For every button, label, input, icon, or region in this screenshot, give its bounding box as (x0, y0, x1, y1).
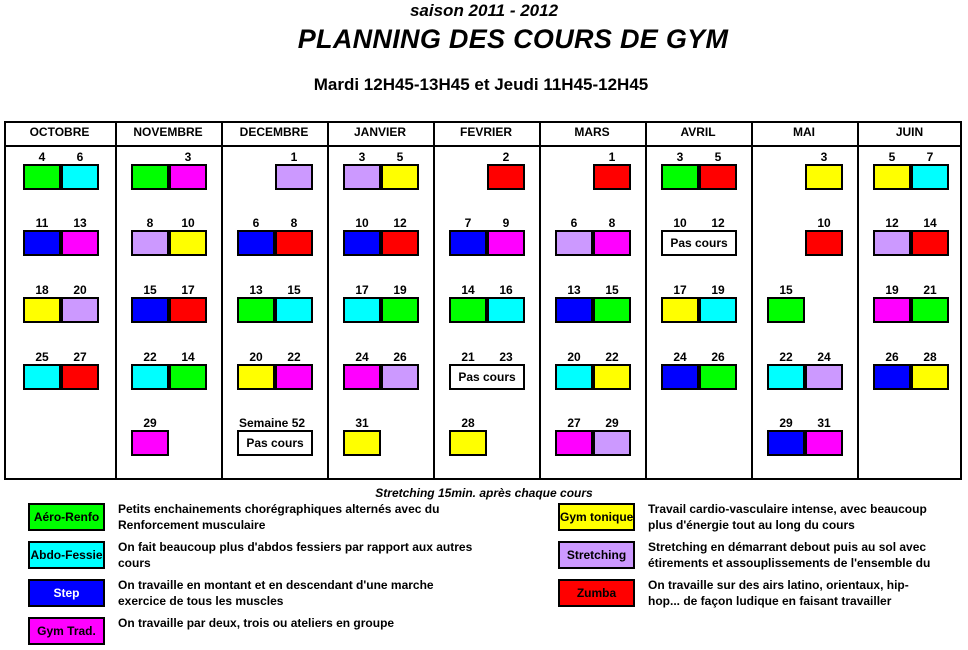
course-cell-stretching (131, 230, 169, 256)
course-cell-gymtrad (555, 430, 593, 456)
day-number: 29 (143, 416, 157, 430)
course-cell-abdo (767, 364, 805, 390)
course-cell-zumba (593, 164, 631, 190)
course-cell-abdo (487, 297, 525, 323)
course-cell-stretching (555, 230, 593, 256)
day-number: 31 (817, 416, 831, 430)
month-divider (115, 121, 117, 480)
month-divider (645, 121, 647, 480)
day-number: 23 (499, 350, 513, 364)
day-number: 13 (567, 283, 581, 297)
course-cell-aero (381, 297, 419, 323)
legend-swatch-zumba: Zumba (558, 579, 635, 607)
day-number: 1 (290, 150, 298, 164)
day-number: 17 (355, 283, 369, 297)
stretching-note: Stretching 15min. après chaque cours (375, 486, 593, 500)
course-cell-aero (169, 364, 207, 390)
month-header-mai: MAI (793, 125, 815, 139)
course-cell-gymtonique (911, 364, 949, 390)
course-cell-abdo (699, 297, 737, 323)
day-number: 29 (605, 416, 619, 430)
no-class-box: Pas cours (237, 430, 313, 456)
day-number: 22 (287, 350, 301, 364)
day-number: 31 (355, 416, 369, 430)
day-number: 17 (181, 283, 195, 297)
week-label: Semaine 52 (239, 416, 306, 430)
day-number: 16 (499, 283, 513, 297)
day-number: 6 (76, 150, 84, 164)
day-number: 28 (923, 350, 937, 364)
day-number: 11 (35, 216, 49, 230)
legend-swatch-abdo: Abdo-Fessie (28, 541, 105, 569)
course-cell-step (661, 364, 699, 390)
day-number: 26 (711, 350, 725, 364)
day-number: 22 (143, 350, 157, 364)
legend-description: hop... de façon ludique en faisant travailler (648, 594, 892, 608)
course-cell-abdo (23, 364, 61, 390)
course-cell-gymtonique (449, 430, 487, 456)
course-cell-aero (911, 297, 949, 323)
day-number: 5 (396, 150, 404, 164)
day-number: 12 (885, 216, 899, 230)
course-cell-aero (661, 164, 699, 190)
day-number: 10 (673, 216, 687, 230)
course-cell-gymtonique (593, 364, 631, 390)
day-number: 2 (502, 150, 510, 164)
day-number: 18 (35, 283, 49, 297)
day-number: 14 (461, 283, 475, 297)
day-number: 8 (146, 216, 154, 230)
course-cell-gymtonique (343, 430, 381, 456)
page-title: PLANNING DES COURS DE GYM (297, 24, 729, 54)
day-number: 20 (567, 350, 581, 364)
course-cell-gymtonique (23, 297, 61, 323)
day-number: 15 (287, 283, 301, 297)
day-number: 3 (820, 150, 828, 164)
day-number: 12 (393, 216, 407, 230)
legend-swatch-aero: Aéro-Renfo (28, 503, 105, 531)
course-cell-abdo (343, 297, 381, 323)
day-number: 21 (461, 350, 475, 364)
day-number: 6 (570, 216, 578, 230)
day-number: 13 (249, 283, 263, 297)
course-cell-aero (237, 297, 275, 323)
course-cell-gymtrad (487, 230, 525, 256)
day-number: 28 (461, 416, 475, 430)
legend-description: On travaille par deux, trois ou ateliers en groupe (118, 616, 395, 630)
course-cell-gymtonique (873, 164, 911, 190)
day-number: 7 (926, 150, 934, 164)
course-cell-abdo (275, 297, 313, 323)
day-number: 19 (711, 283, 725, 297)
day-number: 22 (779, 350, 793, 364)
legend-description: On travaille sur des airs latino, orientaux, hip- (648, 578, 909, 592)
course-cell-aero (449, 297, 487, 323)
legend-description: On travaille en montant et en descendant d'une marche (118, 578, 434, 592)
course-cell-aero (767, 297, 805, 323)
month-header-mars: MARS (574, 125, 610, 139)
course-cell-zumba (487, 164, 525, 190)
course-cell-gymtrad (169, 164, 207, 190)
course-cell-zumba (805, 230, 843, 256)
course-cell-step (555, 297, 593, 323)
course-cell-zumba (911, 230, 949, 256)
legend-description: cours (118, 556, 151, 570)
day-number: 8 (608, 216, 616, 230)
day-number: 10 (181, 216, 195, 230)
day-number: 15 (143, 283, 157, 297)
day-number: 22 (605, 350, 619, 364)
month-header-fevrier: FEVRIER (459, 125, 512, 139)
month-divider (751, 121, 753, 480)
course-cell-abdo (911, 164, 949, 190)
course-cell-gymtonique (661, 297, 699, 323)
legend-description: exercice de tous les muscles (118, 594, 284, 608)
month-header-decembre: DECEMBRE (239, 125, 309, 139)
course-cell-zumba (275, 230, 313, 256)
course-cell-step (449, 230, 487, 256)
month-divider (327, 121, 329, 480)
course-cell-abdo (61, 164, 99, 190)
month-header-juin: JUIN (895, 125, 924, 139)
month-header-janvier: JANVIER (353, 125, 406, 139)
legend-description: Renforcement musculaire (118, 518, 266, 532)
header-divider (4, 145, 962, 147)
course-cell-stretching (873, 230, 911, 256)
course-cell-gymtonique (381, 164, 419, 190)
day-number: 1 (608, 150, 616, 164)
course-cell-zumba (61, 364, 99, 390)
day-number: 19 (393, 283, 407, 297)
month-divider (433, 121, 435, 480)
course-cell-gymtonique (237, 364, 275, 390)
day-number: 5 (714, 150, 722, 164)
course-cell-abdo (131, 364, 169, 390)
schedule-subtitle: Mardi 12H45-13H45 et Jeudi 11H45-12H45 (313, 75, 649, 94)
day-number: 14 (181, 350, 195, 364)
day-number: 15 (605, 283, 619, 297)
day-number: 3 (184, 150, 192, 164)
course-cell-gymtrad (343, 364, 381, 390)
legend-swatch-stretching: Stretching (558, 541, 635, 569)
day-number: 27 (73, 350, 87, 364)
course-cell-stretching (805, 364, 843, 390)
course-cell-aero (131, 164, 169, 190)
no-class-box: Pas cours (661, 230, 737, 256)
month-header-novembre: NOVEMBRE (133, 125, 203, 139)
day-number: 4 (38, 150, 46, 164)
course-cell-zumba (169, 297, 207, 323)
day-number: 6 (252, 216, 260, 230)
day-number: 13 (73, 216, 87, 230)
course-cell-stretching (381, 364, 419, 390)
day-number: 17 (673, 283, 687, 297)
course-cell-aero (593, 297, 631, 323)
day-number: 12 (711, 216, 725, 230)
course-cell-gymtonique (805, 164, 843, 190)
month-header-avril: AVRIL (680, 125, 716, 139)
no-class-box: Pas cours (449, 364, 525, 390)
course-cell-stretching (343, 164, 381, 190)
day-number: 3 (358, 150, 366, 164)
course-cell-abdo (555, 364, 593, 390)
course-cell-gymtrad (275, 364, 313, 390)
day-number: 10 (817, 216, 831, 230)
legend-description: Stretching en démarrant debout puis au sol avec (648, 540, 927, 554)
course-cell-gymtrad (131, 430, 169, 456)
course-cell-step (131, 297, 169, 323)
legend-description: plus d'énergie tout au long du cours (648, 518, 855, 532)
course-cell-stretching (61, 297, 99, 323)
course-cell-gymtrad (61, 230, 99, 256)
month-divider (221, 121, 223, 480)
course-cell-aero (23, 164, 61, 190)
season-label: saison 2011 - 2012 (409, 1, 559, 20)
course-cell-step (237, 230, 275, 256)
legend-description: Travail cardio-vasculaire intense, avec beaucoup (648, 502, 927, 516)
day-number: 26 (393, 350, 407, 364)
day-number: 25 (35, 350, 49, 364)
legend-description: On fait beaucoup plus d'abdos fessiers par rapport aux autres (118, 540, 473, 554)
month-divider (539, 121, 541, 480)
day-number: 19 (885, 283, 899, 297)
day-number: 7 (464, 216, 472, 230)
day-number: 29 (779, 416, 793, 430)
day-number: 9 (502, 216, 510, 230)
legend-description: étirements et assouplissements de l'ensemble du (648, 556, 931, 570)
day-number: 20 (73, 283, 87, 297)
day-number: 14 (923, 216, 937, 230)
day-number: 27 (567, 416, 581, 430)
course-cell-step (23, 230, 61, 256)
course-cell-step (873, 364, 911, 390)
day-number: 15 (779, 283, 793, 297)
course-cell-stretching (593, 430, 631, 456)
day-number: 24 (355, 350, 369, 364)
course-cell-gymtrad (873, 297, 911, 323)
day-number: 24 (673, 350, 687, 364)
course-cell-zumba (381, 230, 419, 256)
day-number: 8 (290, 216, 298, 230)
day-number: 3 (676, 150, 684, 164)
course-cell-stretching (275, 164, 313, 190)
day-number: 26 (885, 350, 899, 364)
day-number: 20 (249, 350, 263, 364)
course-cell-gymtrad (593, 230, 631, 256)
day-number: 24 (817, 350, 831, 364)
day-number: 5 (888, 150, 896, 164)
course-cell-step (767, 430, 805, 456)
legend-swatch-gymtonique: Gym tonique (558, 503, 635, 531)
day-number: 10 (355, 216, 369, 230)
course-cell-gymtrad (805, 430, 843, 456)
course-cell-gymtonique (169, 230, 207, 256)
day-number: 21 (923, 283, 937, 297)
legend-swatch-step: Step (28, 579, 105, 607)
legend-swatch-gymtrad: Gym Trad. (28, 617, 105, 645)
month-divider (857, 121, 859, 480)
course-cell-step (343, 230, 381, 256)
legend-description: Petits enchainements chorégraphiques alternés avec du (118, 502, 440, 516)
course-cell-zumba (699, 164, 737, 190)
course-cell-aero (699, 364, 737, 390)
month-header-octobre: OCTOBRE (29, 125, 90, 139)
